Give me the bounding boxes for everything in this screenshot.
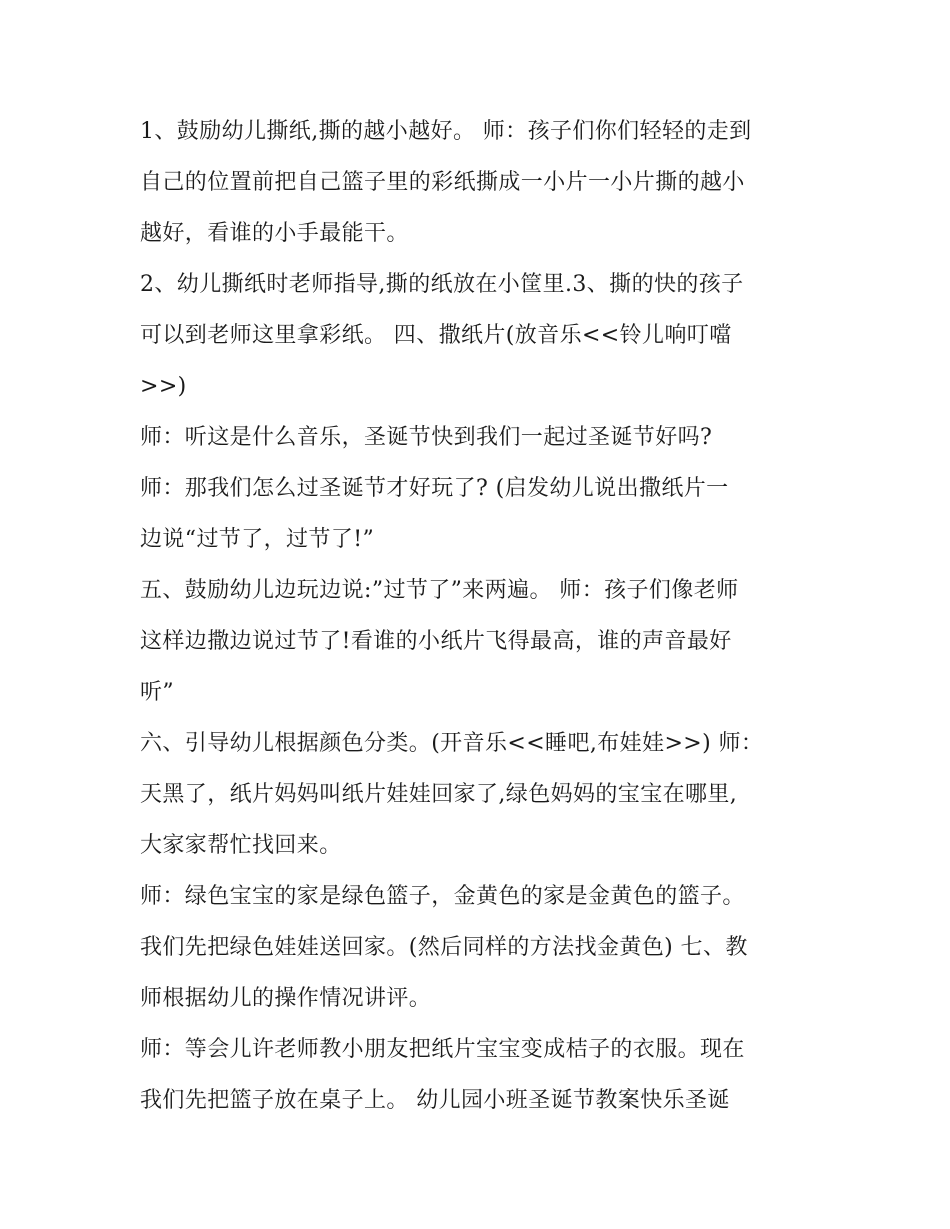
text-line: 师：听这是什么音乐，圣诞节快到我们一起过圣诞节好吗? <box>140 425 713 450</box>
text-line: 天黑了，纸片妈妈叫纸片娃娃回家了,绿色妈妈的宝宝在哪里, <box>140 782 738 807</box>
text-line: 五、鼓励幼儿边玩边说:”过节了”来两遍。 师：孩子们像老师 <box>140 578 739 603</box>
text-line: 越好，看谁的小手最能干。 <box>140 221 409 246</box>
text-line: 师根据幼儿的操作情况讲评。 <box>140 986 432 1011</box>
text-line: 这样边撒边说过节了!看谁的小纸片飞得最高，谁的声音最好 <box>140 629 732 654</box>
text-line: 我们先把绿色娃娃送回家。(然后同样的方法找金黄色) 七、教 <box>140 935 748 960</box>
text-line: 我们先把篮子放在桌子上。 幼儿园小班圣诞节教案快乐圣诞 <box>140 1088 730 1113</box>
text-line: 边说“过节了，过节了!” <box>140 527 375 552</box>
text-line: 师：那我们怎么过圣诞节才好玩了? (启发幼儿说出撒纸片一 <box>140 476 729 501</box>
text-line: 2、幼儿撕纸时老师指导,撕的纸放在小筐里.3、撕的快的孩子 <box>140 272 744 297</box>
text-line: 师：绿色宝宝的家是绿色篮子，金黄色的家是金黄色的篮子。 <box>140 884 745 909</box>
text-line: >>) <box>140 374 187 399</box>
document-body <box>140 106 820 1126</box>
text-line: 师：等会儿许老师教小朋友把纸片宝宝变成桔子的衣服。现在 <box>140 1037 745 1062</box>
text-line: 六、引导幼儿根据颜色分类。(开音乐<<睡吧,布娃娃>>) 师： <box>140 731 764 756</box>
text-line: 自己的位置前把自己篮子里的彩纸撕成一小片一小片撕的越小 <box>140 170 745 195</box>
text-line: 大家家帮忙找回来。 <box>140 833 342 858</box>
text-line: 1、鼓励幼儿撕纸,撕的越小越好。 师：孩子们你们轻轻的走到 <box>140 119 752 144</box>
text-line: 听” <box>140 680 175 705</box>
text-line: 可以到老师这里拿彩纸。 四、撒纸片(放音乐<<铃儿响叮噹 <box>140 323 732 348</box>
